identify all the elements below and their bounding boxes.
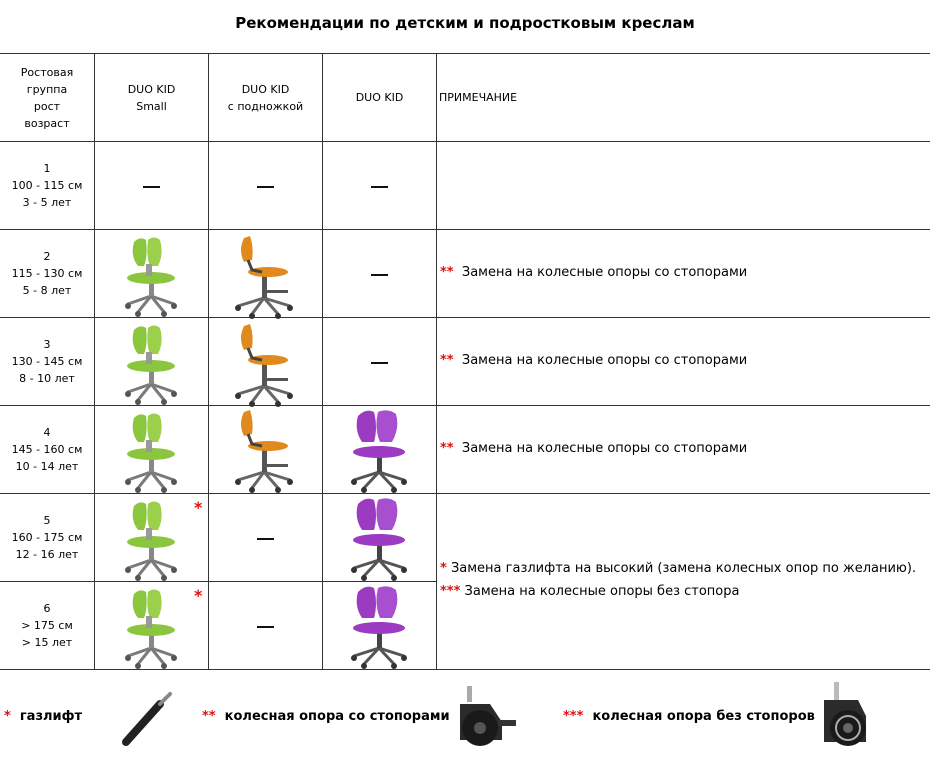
group-number: 5 (43, 514, 51, 527)
group-number: 1 (43, 162, 51, 175)
group-age: 5 - 8 лет (22, 284, 72, 297)
header-line: с подножкой (227, 99, 304, 113)
row-group-1 (0, 142, 94, 229)
group-number: 4 (43, 426, 51, 439)
legend-label: газлифт (19, 709, 83, 724)
note-mark: ** (440, 353, 454, 368)
legend-caster-no-brake (563, 709, 815, 724)
group-height: 100 - 115 см (11, 179, 83, 192)
col-divider (94, 53, 95, 670)
note-text: Замена на колесные опоры со стопорами (461, 441, 748, 456)
group-age: 10 - 14 лет (15, 460, 79, 473)
header-line: Small (136, 99, 167, 113)
row-group-3 (0, 318, 94, 405)
header-duo-kid: DUO KID (355, 91, 404, 104)
not-available-dash (257, 186, 274, 188)
group-age: 12 - 16 лет (15, 548, 79, 561)
chair-green-icon (116, 586, 186, 670)
header-group-line: Ростовая группа (20, 65, 74, 96)
not-available-dash (257, 626, 274, 628)
not-available-dash (371, 186, 388, 188)
gaslift-mark: * (194, 586, 203, 605)
caster-brake-icon (452, 682, 524, 754)
note-merged-caster (440, 584, 739, 599)
chair-green-icon (116, 410, 186, 494)
note-merged-gaslift (440, 561, 916, 576)
legend-label: колесная опора со стопорами (224, 709, 450, 724)
legend-label: колесная опора без стопоров (592, 709, 815, 724)
group-age: > 15 лет (21, 636, 73, 649)
chair-green-icon (116, 234, 186, 318)
gaslift-mark: * (194, 498, 203, 517)
chair-green-icon (116, 322, 186, 406)
col-divider (322, 53, 323, 670)
header-group-line: рост (33, 99, 61, 113)
note-text: Замена газлифта на высокий (замена колесных опор по желанию). (450, 561, 917, 576)
row-group-4 (0, 406, 94, 493)
row-divider (0, 229, 930, 230)
chair-orange-footrest-icon (226, 322, 302, 408)
legend-mark: *** (563, 709, 584, 724)
note-row-2 (440, 265, 747, 280)
row-divider (0, 141, 930, 142)
not-available-dash (371, 362, 388, 364)
header-duo-kid-small (95, 54, 208, 141)
note-row-4 (440, 441, 747, 456)
col-divider (436, 53, 437, 670)
gaslift-icon (116, 690, 176, 750)
header-duo-kid-footrest (209, 54, 322, 141)
group-number: 2 (43, 250, 51, 263)
group-height: 145 - 160 см (11, 443, 83, 456)
chair-orange-footrest-icon (226, 408, 302, 494)
note-mark: * (440, 561, 447, 576)
chair-purple-icon (344, 496, 414, 582)
chair-orange-footrest-icon (226, 234, 302, 320)
header-note: ПРИМЕЧАНИЕ (439, 91, 518, 104)
not-available-dash (371, 274, 388, 276)
row-group-5 (0, 494, 94, 581)
not-available-dash (257, 538, 274, 540)
caster-no-brake-icon (818, 680, 886, 754)
chair-purple-icon (344, 408, 414, 494)
group-height: 160 - 175 см (11, 531, 83, 544)
group-height: 115 - 130 см (11, 267, 83, 280)
note-text: Замена на колесные опоры со стопорами (461, 265, 748, 280)
group-height: 130 - 145 см (11, 355, 83, 368)
note-mark: ** (440, 265, 454, 280)
header-line: DUO KID (241, 82, 290, 96)
chair-green-icon (116, 498, 186, 582)
legend-gaslift (4, 709, 82, 724)
group-height: > 175 см (21, 619, 73, 632)
row-group-6 (0, 582, 94, 669)
group-age: 3 - 5 лет (22, 196, 72, 209)
col-divider (208, 53, 209, 670)
header-line: DUO KID (127, 82, 176, 96)
header-group-line: возраст (24, 116, 70, 130)
header-group (0, 54, 94, 141)
chair-purple-icon (344, 584, 414, 670)
not-available-dash (143, 186, 160, 188)
legend-mark: * (4, 709, 11, 724)
group-number: 6 (43, 602, 51, 615)
legend-caster-brake (202, 709, 450, 724)
legend-mark: ** (202, 709, 216, 724)
note-text: Замена на колесные опоры без стопора (464, 584, 740, 599)
note-row-3 (440, 353, 747, 368)
group-age: 8 - 10 лет (19, 372, 75, 385)
note-mark: *** (440, 584, 461, 599)
group-number: 3 (43, 338, 51, 351)
note-mark: ** (440, 441, 454, 456)
page-title: Рекомендации по детским и подростковым креслам (235, 14, 695, 32)
row-group-2 (0, 230, 94, 317)
note-text: Замена на колесные опоры со стопорами (461, 353, 748, 368)
